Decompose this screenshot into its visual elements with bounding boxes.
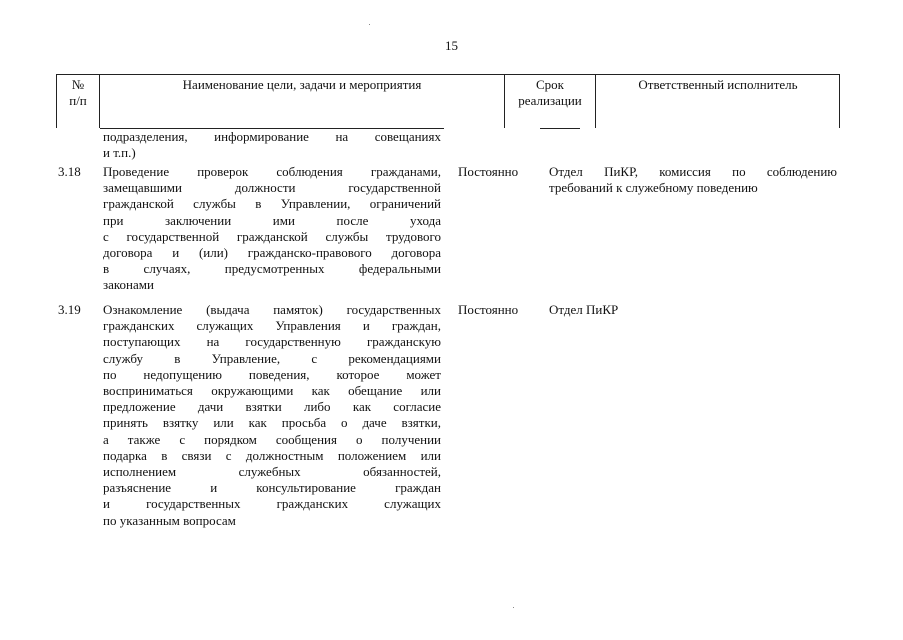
description-line: по недопущению поведения, которое может (103, 366, 441, 382)
description-line: замещавшими должности государственной (103, 180, 441, 196)
row-description (103, 302, 441, 529)
scan-speck (369, 24, 370, 25)
row-description (103, 164, 441, 294)
row-responsible (549, 302, 837, 318)
continuation-line: подразделения, информирование на совещаниях (103, 129, 441, 144)
header-name-text: Наименование цели, задачи и мероприятия (182, 77, 422, 92)
header-num-line-2: п/п (69, 93, 87, 108)
header-responsible (595, 75, 840, 128)
description-line: Проведение проверок соблюдения гражданами, (103, 164, 441, 179)
scan-speck (513, 607, 514, 608)
description-line: при заключении ими после ухода (103, 212, 441, 228)
header-name (99, 75, 504, 128)
row-number: 3.19 (58, 302, 81, 317)
description-line: восприниматься окружающими как обещание или (103, 383, 441, 399)
page-number: 15 (445, 38, 458, 53)
header-bottom-rule-responsible (540, 128, 580, 129)
description-line: договора и (или) гражданско-правового договора (103, 245, 441, 261)
description-line: законами (103, 277, 154, 293)
description-line: подарка в связи с должностным положением или (103, 447, 441, 463)
header-term (504, 75, 595, 128)
responsible-line: требований к служебному поведению (549, 180, 758, 196)
description-line: предложение дачи взятки либо как согласие (103, 399, 441, 415)
row-number: 3.18 (58, 164, 81, 179)
header-responsible-text: Ответственный исполнитель (638, 77, 798, 92)
continuation-text (103, 129, 441, 161)
description-line: и государственных гражданских служащих (103, 496, 441, 512)
table-header (56, 74, 840, 128)
header-num (57, 75, 99, 128)
description-line: поступающих на государственную гражданскую (103, 334, 441, 350)
description-line: а также с порядком сообщения о получении (103, 431, 441, 447)
description-line: в случаях, предусмотренных федеральными (103, 261, 441, 277)
row-term: Постоянно (458, 302, 519, 317)
row-responsible (549, 164, 837, 196)
description-line: гражданской службы в Управлении, ограничений (103, 196, 441, 212)
description-line: службу в Управление, с рекомендациями (103, 350, 441, 366)
description-line: разъяснение и консультирование граждан (103, 480, 441, 496)
description-line: принять взятку или как просьба о даче взятки, (103, 415, 441, 431)
description-line: исполнением служебных обязанностей, (103, 464, 441, 480)
responsible-line: Отдел ПиКР (549, 302, 619, 317)
description-line: гражданских служащих Управления и граждан, (103, 318, 441, 334)
header-num-line-1: № (71, 77, 85, 92)
row-term: Постоянно (458, 164, 519, 179)
description-line: с государственной гражданской службы трудового (103, 228, 441, 244)
responsible-line: Отдел ПиКР, комиссия по соблюдению (549, 164, 837, 179)
header-term-line-2: реализации (518, 93, 582, 108)
header-term-line-1: Срок (536, 77, 564, 92)
description-line: по указанным вопросам (103, 512, 236, 528)
continuation-line: и т.п.) (103, 145, 136, 161)
description-line: Ознакомление (выдача памяток) государственных (103, 302, 441, 317)
